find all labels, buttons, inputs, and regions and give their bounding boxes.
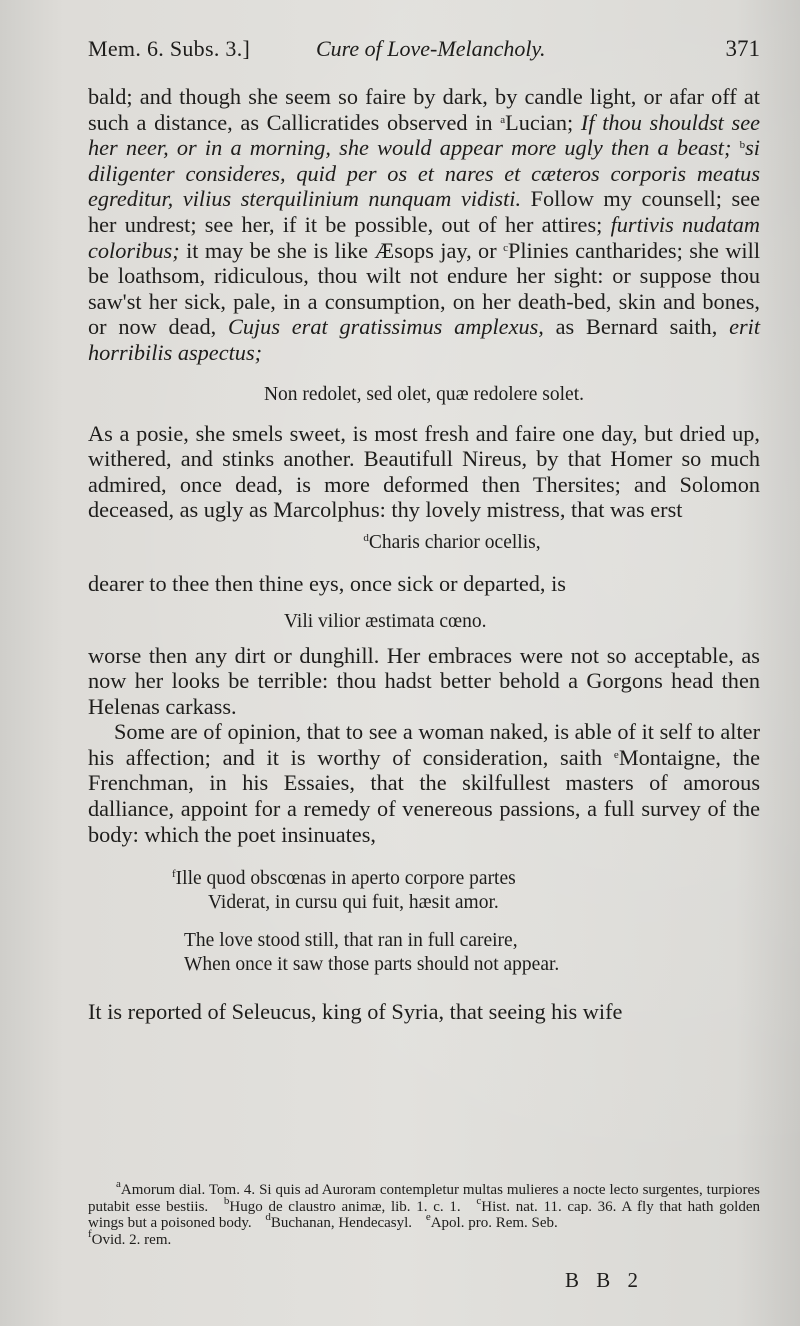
footnote-ref-a: a [500, 113, 506, 126]
page-number: 371 [725, 36, 760, 61]
printer-signature: B B 2 [565, 1268, 645, 1292]
footnote-ref-b: b [739, 139, 746, 152]
paragraph-3: dearer to thee then thine eys, once sick or departed, is [88, 570, 566, 596]
running-title: Cure of Love-Melancholy. [316, 36, 546, 61]
section-reference: Mem. 6. Subs. 3.] [88, 36, 251, 61]
paragraph-4: worse then any dirt or dunghill. Her embraces were not so acceptable, as now her looks be terrible: thou hadst better behold a Gorgons head then Helenas carkass. [88, 642, 760, 719]
footnote-b: $^b$Hugo de claustro animæ, lib. 1. c. 1. [223, 1194, 461, 1215]
english-couplet [184, 929, 760, 977]
paragraph-1: bald; and though she seem so faire by dark, by candle light, or afar off at such a distance, as Callicratides observed in $^a$Lucian; If thou shouldst see her neer, or in a morning, she would appear more ugly then a beast; $^b$si diligenter consideres, quid per os et nares et cæteros corporis meatus egreditur, vilius sterquilinium nunquam vidisti. Follow my counsell; see her undrest; see her, if it be possible, out of her attires; furtivis nudatam coloribus; it may be she is like Æsops jay, or $^c$Plinies cantharides; she will be loathsom, ridiculous, thou wilt not endure her sight: or suppose thou saw'st her sick, pale, in a consumption, on her death-bed, skin and bones, or now dead, Cujus erat gratissimus amplexus, as Bernard saith, erit horribilis aspectus; [88, 84, 761, 365]
footnote-ref-c: c [503, 241, 508, 254]
running-header [88, 36, 760, 68]
footnote-ref-e: e [613, 748, 619, 761]
footnote-e: $^e$Apol. pro. Rem. Seb. [425, 1211, 558, 1231]
footnote-a: $^a$Amorum dial. Tom. 4. Si quis ad Auroram contempletur multas mulieres a nocte lecto surgentes, turpiores putabit esse bestiis. [88, 1178, 760, 1215]
paragraph-5: Some are of opinion, that to see a woman naked, is able of it self to alter his affection; and it is worthy of consideration, saith $^e$Montaigne, the Frenchman, in his Essaies, that the skilfullest masters of amorous dalliance, appoint for a remedy of venereous passions, a full survey of the body: which the poet insinuates, [88, 719, 760, 847]
english-line-1: The love stood still, that ran in full careire, [184, 930, 518, 952]
footnote-d: $^d$Buchanan, Hendecasyl. [265, 1211, 413, 1231]
verse-quote-1: Non redolet, sed olet, quæ redolere solet. [263, 383, 585, 405]
couplet-line-1: $^f$Ille quod obscœnas in aperto corpore partes [172, 868, 516, 890]
footnote-c: $^c$Hist. nat. 11. cap. 36. A fly that hath golden wings but a poisoned body. [88, 1194, 760, 1231]
main-text [88, 84, 760, 1025]
footnote-ref-f: f [172, 868, 176, 881]
footnotes [88, 1178, 760, 1248]
couplet-line-2: Viderat, in cursu qui fuit, hæsit amor. [208, 892, 499, 914]
english-line-2: When once it saw those parts should not appear. [184, 954, 560, 976]
verse-quote-2: $^d$Charis charior ocellis, [363, 531, 541, 553]
verse-quote-3: Vili vilior æstimata cœno. [284, 610, 487, 632]
footnote-f: $^f$Ovid. 2. rem. [88, 1227, 172, 1248]
paragraph-2: As a posie, she smels sweet, is most fresh and faire one day, but dried up, withered, and stinks another. Beautifull Nireus, by that Homer so much admired, once dead, is more deformed then Thersites; and Solomon deceased, as ugly as Marcolphus: thy lovely mistress, that was erst [88, 420, 760, 523]
latin-couplet [172, 867, 760, 915]
paragraph-6: It is reported of Seleucus, king of Syria, that seeing his wife [88, 999, 623, 1025]
footnote-ref-d: d [363, 531, 369, 544]
